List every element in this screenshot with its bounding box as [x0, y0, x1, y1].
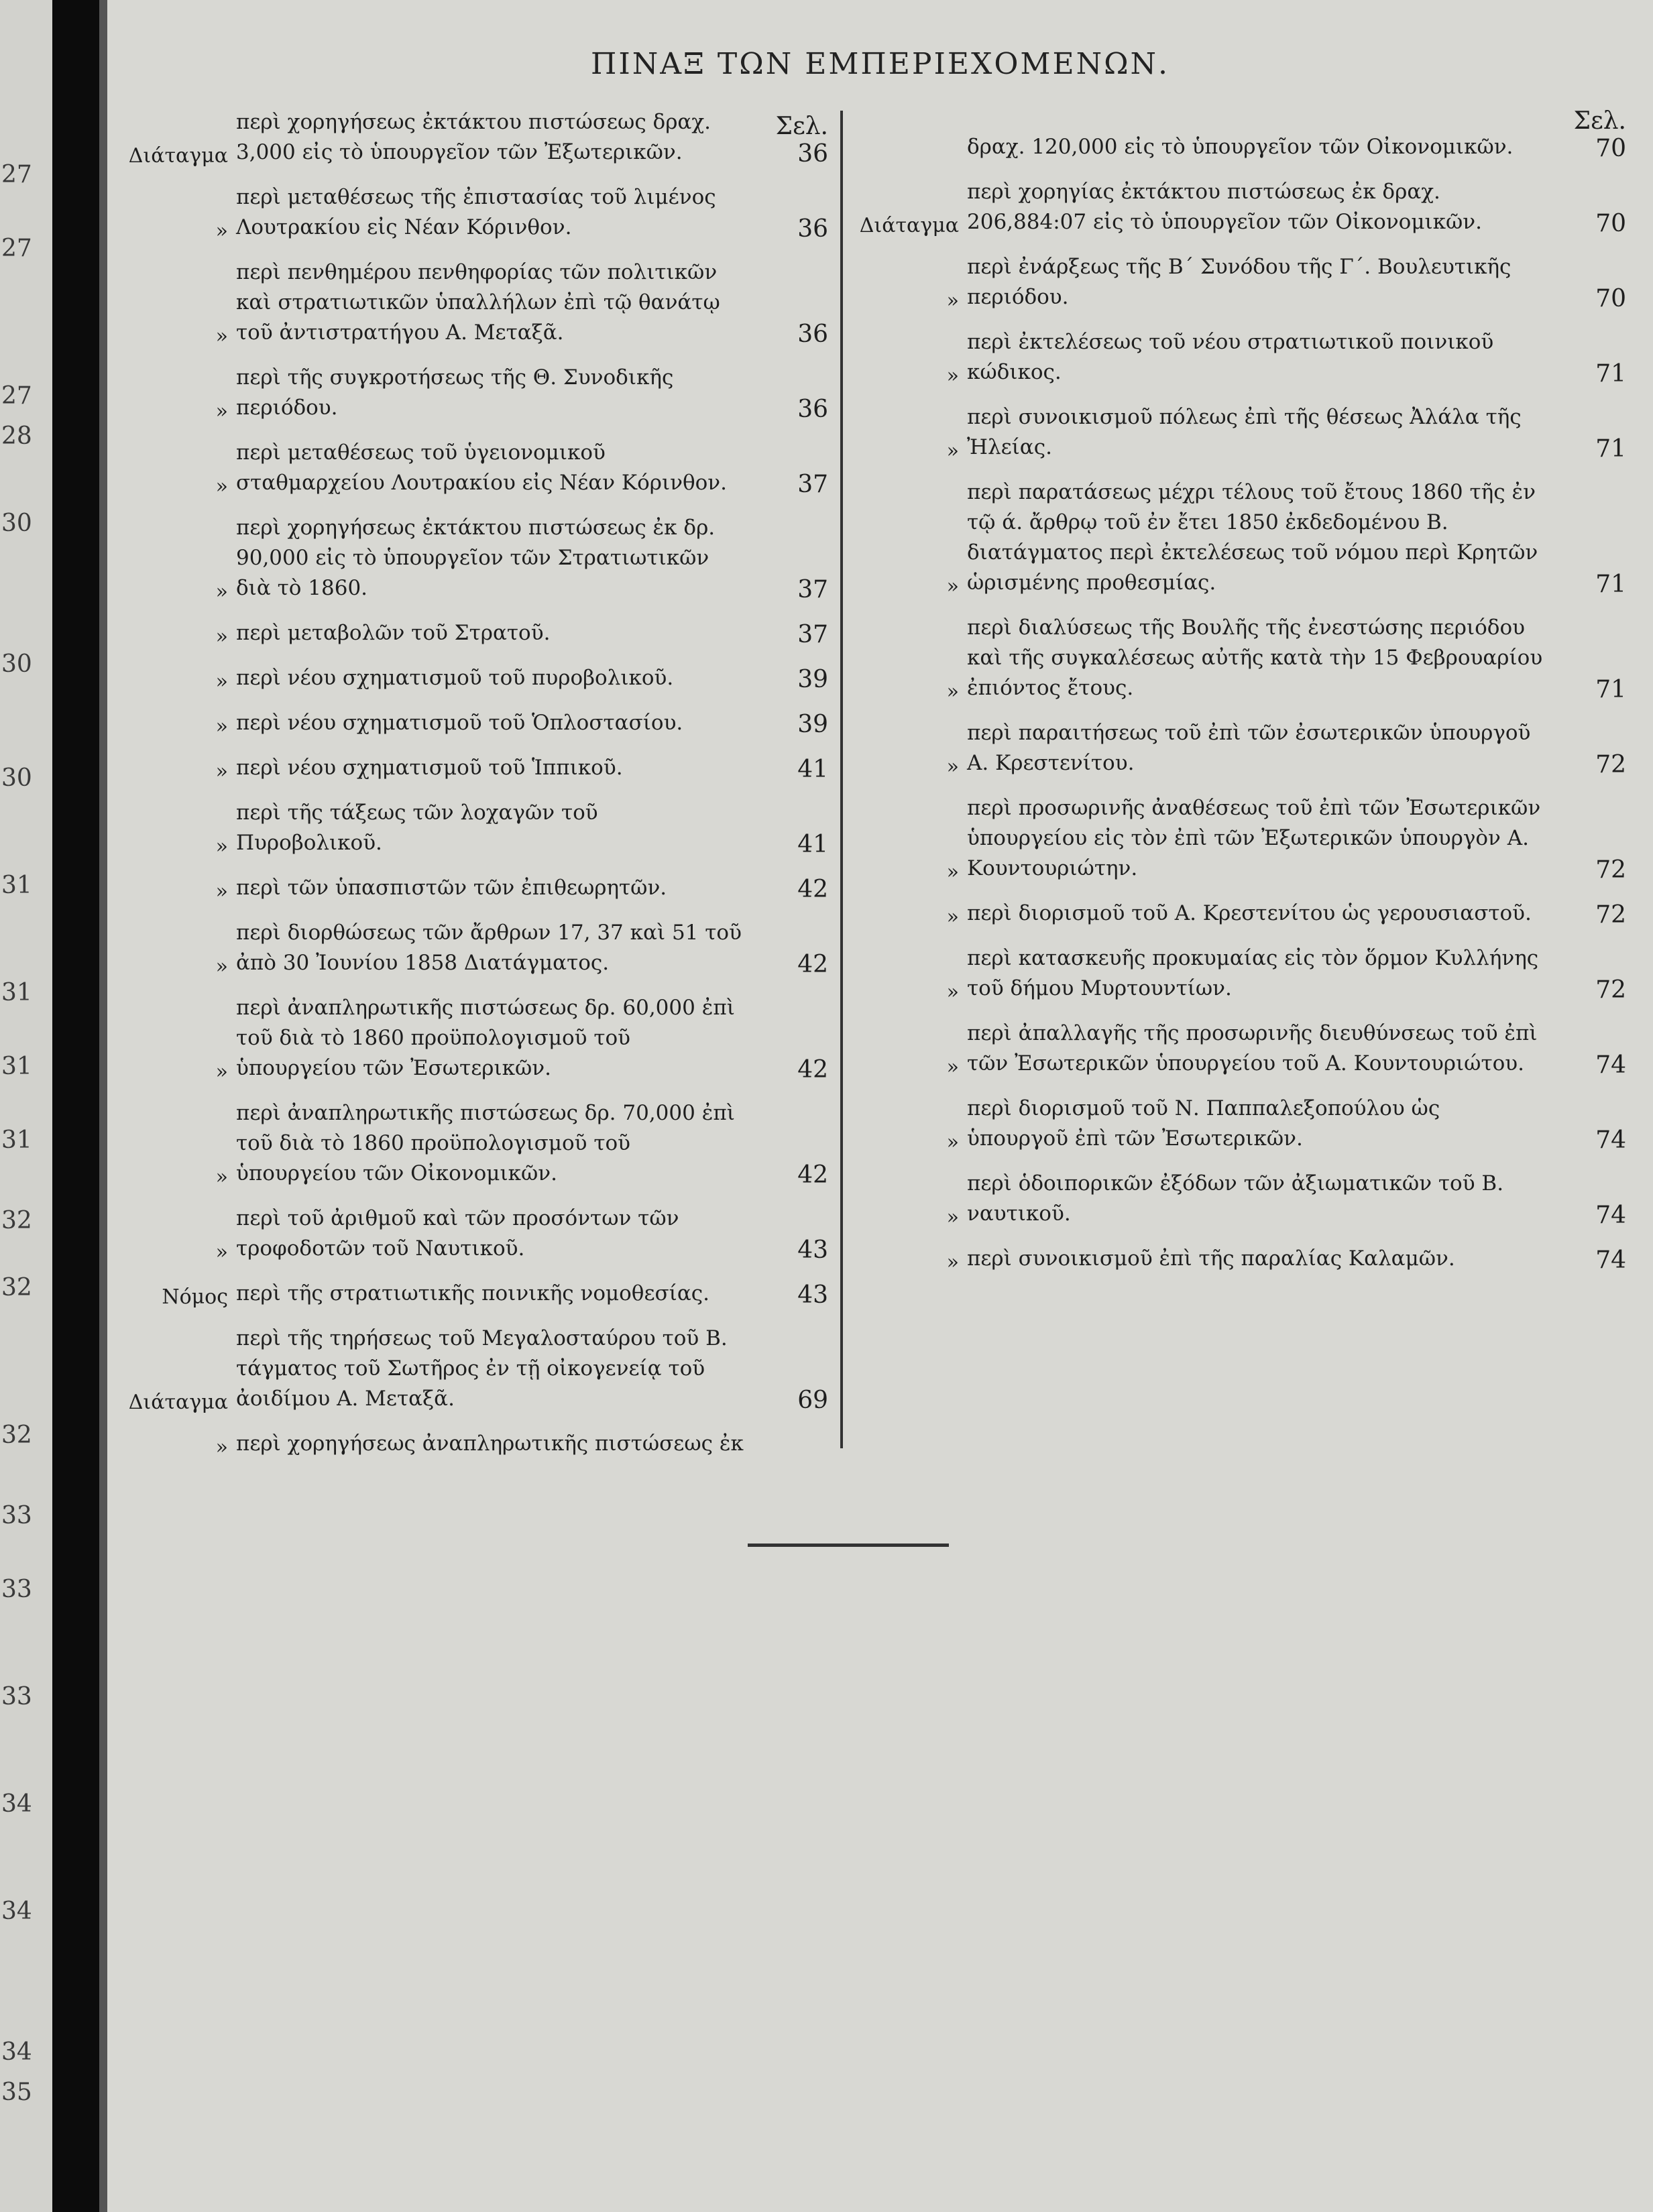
index-entry — [832, 477, 1626, 598]
index-entry — [127, 182, 828, 243]
entry-page-number: 42 — [797, 876, 828, 903]
entry-type-label: » — [215, 955, 228, 978]
entry-description: περὶ χορηγήσεως ἀναπληρωτικῆς πιστώσεως ἐκ — [236, 1432, 744, 1456]
index-entry — [832, 252, 1626, 312]
entry-description: περὶ ἐκτελέσεως τοῦ νέου στρατιωτικοῦ ποινικοῦ κώδικος. — [967, 330, 1494, 384]
entry-description: περὶ συνοικισμοῦ ἐπὶ τῆς παραλίας Καλαμῶν. — [967, 1246, 1455, 1271]
index-entry — [832, 1094, 1626, 1154]
index-entry — [127, 107, 828, 168]
index-entry — [832, 177, 1626, 237]
entry-type-label: » — [946, 439, 959, 463]
entry-type-label: » — [215, 325, 228, 348]
gutter-number: 30 — [1, 650, 32, 678]
gutter-number: 32 — [1, 1207, 32, 1234]
index-entry — [127, 513, 828, 603]
entry-page-number: 74 — [1595, 1202, 1626, 1229]
entry-description: περὶ χορηγήσεως ἐκτάκτου πιστώσεως ἐκ δρ. 90,000 εἰς τὸ ὑπουργεῖον τῶν Στρατιωτικῶν διὰ τὸ 1860. — [236, 516, 716, 600]
gutter-number: 28 — [1, 422, 32, 450]
entry-type-label: » — [946, 755, 959, 778]
index-entry — [127, 1204, 828, 1264]
entry-description: περὶ κατασκευῆς προκυμαίας εἰς τὸν ὅρμον Κυλλήνης τοῦ δήμου Μυρτουντίων. — [967, 946, 1539, 1000]
entry-page-number: Σελ. 70 — [1573, 107, 1626, 162]
entry-page-number: 41 — [797, 756, 828, 783]
entry-page-number: 74 — [1595, 1051, 1626, 1079]
gutter-number: 33 — [1, 1502, 32, 1529]
index-entry — [127, 618, 828, 648]
entry-type-label: » — [946, 905, 959, 929]
entry-page-number: 36 — [797, 321, 828, 348]
entry-description: περὶ διορθώσεως τῶν ἄρθρων 17, 37 καὶ 51 τοῦ ἀπὸ 30 Ἰουνίου 1858 Διατάγματος. — [236, 921, 742, 975]
entry-description: περὶ τῶν ὑπασπιστῶν τῶν ἐπιθεωρητῶν. — [236, 876, 667, 900]
index-entry — [127, 663, 828, 693]
entry-type-label: » — [215, 760, 228, 783]
entry-type-label: » — [946, 860, 959, 884]
entry-page-number: 74 — [1595, 1126, 1626, 1154]
gutter-number: 31 — [1, 1126, 32, 1154]
entry-page-number: 41 — [797, 831, 828, 858]
entry-description: περὶ ἀναπληρωτικῆς πιστώσεως δρ. 70,000 ἐπὶ τοῦ διὰ τὸ 1860 προϋπολογισμοῦ τοῦ ὑπουργείου τῶν Οἰκονομικῶν. — [236, 1101, 735, 1185]
entry-page-number: 43 — [797, 1281, 828, 1309]
entry-description: περὶ νέου σχηματισμοῦ τοῦ πυροβολικοῦ. — [236, 666, 674, 690]
entry-type-label: Διάταγμα — [859, 214, 959, 237]
index-entry — [832, 943, 1626, 1004]
gutter-number: 34 — [1, 1790, 32, 1818]
entry-description: περὶ νέου σχηματισμοῦ τοῦ Ἱππικοῦ. — [236, 756, 623, 780]
index-entry — [127, 438, 828, 498]
entry-type-label: » — [946, 1055, 959, 1079]
entry-type-label: » — [946, 1206, 959, 1229]
entry-description: περὶ παραιτήσεως τοῦ ἐπὶ τῶν ἐσωτερικῶν ὑπουργοῦ Α. Κρεστενίτου. — [967, 721, 1531, 775]
index-entry — [832, 1244, 1626, 1274]
gutter-number: 30 — [1, 510, 32, 537]
entry-description: περὶ μεταθέσεως τῆς ἐπιστασίας τοῦ λιμένος Λουτρακίου εἰς Νέαν Κόρινθον. — [236, 185, 716, 239]
left-column — [127, 107, 828, 1474]
entry-type-label: Διάταγμα — [128, 1391, 228, 1414]
gutter-number: 27 — [1, 161, 32, 188]
index-entry — [127, 993, 828, 1084]
index-entry — [127, 708, 828, 738]
entry-type-label: » — [215, 580, 228, 603]
entry-page-number: 42 — [797, 1161, 828, 1189]
entry-type-label: Διάταγμα — [128, 144, 228, 168]
entry-description: περὶ χορηγήσεως ἐκτάκτου πιστώσεως δραχ. 3,000 εἰς τὸ ὑπουργεῖον τῶν Ἐξωτερικῶν. — [236, 110, 711, 164]
entry-page-number: 36 — [797, 396, 828, 423]
index-page — [107, 0, 1653, 2212]
gutter-number: 33 — [1, 1683, 32, 1710]
index-entry — [832, 402, 1626, 463]
entry-page-number: 42 — [797, 1056, 828, 1084]
index-entry — [127, 798, 828, 858]
entry-page-number: Σελ. 36 — [775, 113, 828, 168]
gutter-number: 32 — [1, 1274, 32, 1301]
entry-type-label: » — [946, 980, 959, 1004]
entry-type-label: » — [946, 364, 959, 388]
index-entry — [832, 613, 1626, 703]
entry-type-label: » — [946, 575, 959, 598]
gutter-number: 27 — [1, 382, 32, 410]
book-spine-shadow — [52, 0, 99, 2212]
entry-description: περὶ τῆς στρατιωτικῆς ποινικῆς νομοθεσίας. — [236, 1281, 709, 1305]
spine-edge — [99, 0, 107, 2212]
gutter-number: 34 — [1, 1898, 32, 1925]
entry-description: περὶ ἀπαλλαγῆς τῆς προσωρινῆς διευθύνσεως τοῦ ἐπὶ τῶν Ἐσωτερικῶν ὑπουργείου τοῦ Α. Κουντουριώτου. — [967, 1021, 1538, 1075]
index-entry — [127, 1429, 828, 1459]
entry-type-label: » — [215, 880, 228, 903]
entry-page-number: 74 — [1595, 1246, 1626, 1274]
entry-type-label: » — [215, 400, 228, 423]
entry-page-number: 39 — [797, 666, 828, 693]
index-entry — [832, 898, 1626, 929]
entry-page-number: 70 — [1595, 285, 1626, 312]
entry-type-label: » — [946, 680, 959, 703]
gutter-number: 34 — [1, 2038, 32, 2066]
entry-page-number: 39 — [797, 711, 828, 738]
entry-page-number: 37 — [797, 621, 828, 648]
gutter-number: 31 — [1, 872, 32, 899]
gutter-number: 32 — [1, 1421, 32, 1449]
page-title: ΠΙΝΑΞ ΤΩΝ ΕΜΠΕΡΙΕΧΟΜΕΝΩΝ. — [590, 47, 1170, 81]
entry-description: περὶ διορισμοῦ τοῦ Ν. Παππαλεξοπούλου ὡς ὑπουργοῦ ἐπὶ τῶν Ἐσωτερικῶν. — [967, 1096, 1440, 1151]
index-entry — [832, 1169, 1626, 1229]
entry-description: περὶ διορισμοῦ τοῦ Α. Κρεστενίτου ὡς γερουσιαστοῦ. — [967, 901, 1532, 925]
entry-type-label: » — [946, 1250, 959, 1274]
entry-description: περὶ τοῦ ἀριθμοῦ καὶ τῶν προσόντων τῶν τροφοδοτῶν τοῦ Ναυτικοῦ. — [236, 1206, 679, 1261]
entry-page-number: 42 — [797, 951, 828, 978]
gutter-number: 33 — [1, 1576, 32, 1603]
entry-page-number: 72 — [1595, 976, 1626, 1004]
entry-type-label: » — [946, 1130, 959, 1154]
index-entry — [127, 918, 828, 978]
entry-description: δραχ. 120,000 εἰς τὸ ὑπουργεῖον τῶν Οἰκονομικῶν. — [967, 135, 1514, 159]
index-entry — [832, 327, 1626, 388]
index-entry — [127, 873, 828, 903]
index-entry — [832, 793, 1626, 884]
index-entry — [832, 718, 1626, 778]
entry-description: περὶ τῆς τάξεως τῶν λοχαγῶν τοῦ Πυροβολικοῦ. — [236, 801, 598, 855]
end-rule — [748, 1544, 949, 1547]
entry-page-number: 69 — [797, 1387, 828, 1414]
entry-type-label: Νόμος — [162, 1285, 228, 1309]
gutter-number: 30 — [1, 764, 32, 792]
entry-type-label: » — [215, 715, 228, 738]
index-entry — [127, 1279, 828, 1309]
entry-description: περὶ νέου σχηματισμοῦ τοῦ Ὁπλοστασίου. — [236, 711, 683, 735]
entry-page-number: 36 — [797, 215, 828, 243]
entry-type-label: » — [215, 1436, 228, 1459]
entry-type-label: » — [215, 1240, 228, 1264]
index-entry — [127, 1098, 828, 1189]
entry-description: περὶ προσωρινῆς ἀναθέσεως τοῦ ἐπὶ τῶν Ἐσωτερικῶν ὑπουργείου εἰς τὸν ἐπὶ τῶν Ἐξωτερικῶν ὑπουργὸν Α. Κουντουριώτην. — [967, 796, 1541, 880]
entry-description: περὶ ἀναπληρωτικῆς πιστώσεως δρ. 60,000 ἐπὶ τοῦ διὰ τὸ 1860 προϋπολογισμοῦ τοῦ ὑπουργείου τῶν Ἐσωτερικῶν. — [236, 996, 735, 1080]
entry-description: περὶ τῆς συγκροτήσεως τῆς Θ. Συνοδικῆς περιόδου. — [236, 365, 674, 420]
index-entry — [127, 257, 828, 348]
entry-page-number: 37 — [797, 471, 828, 498]
entry-type-label: » — [215, 1165, 228, 1189]
entry-page-number: 71 — [1595, 435, 1626, 463]
gutter-number: 31 — [1, 1053, 32, 1080]
entry-type-label: » — [215, 625, 228, 648]
entry-page-number: 71 — [1595, 571, 1626, 598]
entry-description: περὶ τῆς τηρήσεως τοῦ Μεγαλοσταύρου τοῦ Β. τάγματος τοῦ Σωτῆρος ἐν τῇ οἰκογενείᾳ τοῦ ἀοιδίμου Α. Μεταξᾶ. — [236, 1326, 728, 1411]
entry-type-label: » — [215, 219, 228, 243]
entry-description: περὶ ἐνάρξεως τῆς Β΄ Συνόδου τῆς Γ΄. Βουλευτικῆς περιόδου. — [967, 255, 1512, 309]
entry-description: περὶ παρατάσεως μέχρι τέλους τοῦ ἔτους 1860 τῆς ἐν τῷ ά. ἄρθρῳ τοῦ ἐν ἔτει 1850 ἐκδεδομένου Β. διατάγματος περὶ ἐκτελέσεως τοῦ νόμου περὶ Κρητῶν ὡρισμένης προθεσμίας. — [967, 480, 1538, 595]
entry-description: περὶ μεταβολῶν τοῦ Στρατοῦ. — [236, 621, 551, 645]
entry-page-number: 70 — [1595, 210, 1626, 237]
entry-description: περὶ μεταθέσεως τοῦ ὑγειονομικοῦ σταθμαρχείου Λουτρακίου εἰς Νέαν Κόρινθον. — [236, 441, 727, 495]
index-entry — [832, 107, 1626, 162]
entry-description: περὶ ὁδοιπορικῶν ἐξόδων τῶν ἀξιωματικῶν τοῦ Β. ναυτικοῦ. — [967, 1171, 1504, 1226]
entry-type-label: » — [215, 475, 228, 498]
entry-page-number: 71 — [1595, 676, 1626, 703]
entry-page-number: 72 — [1595, 901, 1626, 929]
entry-description: περὶ διαλύσεως τῆς Βουλῆς τῆς ἐνεστώσης περιόδου καὶ τῆς συγκαλέσεως αὐτῆς κατὰ τὴν 15 Φεβρουαρίου ἐπιόντος ἔτους. — [967, 616, 1543, 700]
gutter-number: 35 — [1, 2079, 32, 2106]
index-entry — [127, 753, 828, 783]
entry-description: περὶ χορηγίας ἐκτάκτου πιστώσεως ἐκ δραχ. 206,884:07 εἰς τὸ ὑπουργεῖον τῶν Οἰκονομικῶν. — [967, 180, 1482, 234]
entry-page-number: 37 — [797, 576, 828, 603]
index-entry — [832, 1018, 1626, 1079]
gutter-number: 27 — [1, 235, 32, 262]
entry-description: περὶ πενθημέρου πενθηφορίας τῶν πολιτικῶν καὶ στρατιωτικῶν ὑπαλλήλων ἐπὶ τῷ θανάτῳ τοῦ ἀντιστρατήγου Α. Μεταξᾶ. — [236, 260, 720, 345]
entry-page-number: 72 — [1595, 856, 1626, 884]
gutter-number: 31 — [1, 979, 32, 1006]
right-column — [832, 107, 1626, 1289]
entry-page-number: 72 — [1595, 751, 1626, 778]
entry-description: περὶ συνοικισμοῦ πόλεως ἐπὶ τῆς θέσεως Ἀλάλα τῆς Ἠλείας. — [967, 405, 1522, 459]
index-entry — [127, 363, 828, 423]
entry-type-label: » — [215, 1060, 228, 1084]
entry-type-label: » — [946, 289, 959, 312]
index-entry — [127, 1324, 828, 1414]
entry-page-number: 71 — [1595, 360, 1626, 388]
entry-type-label: » — [215, 835, 228, 858]
entry-page-number: 43 — [797, 1236, 828, 1264]
entry-type-label: » — [215, 670, 228, 693]
